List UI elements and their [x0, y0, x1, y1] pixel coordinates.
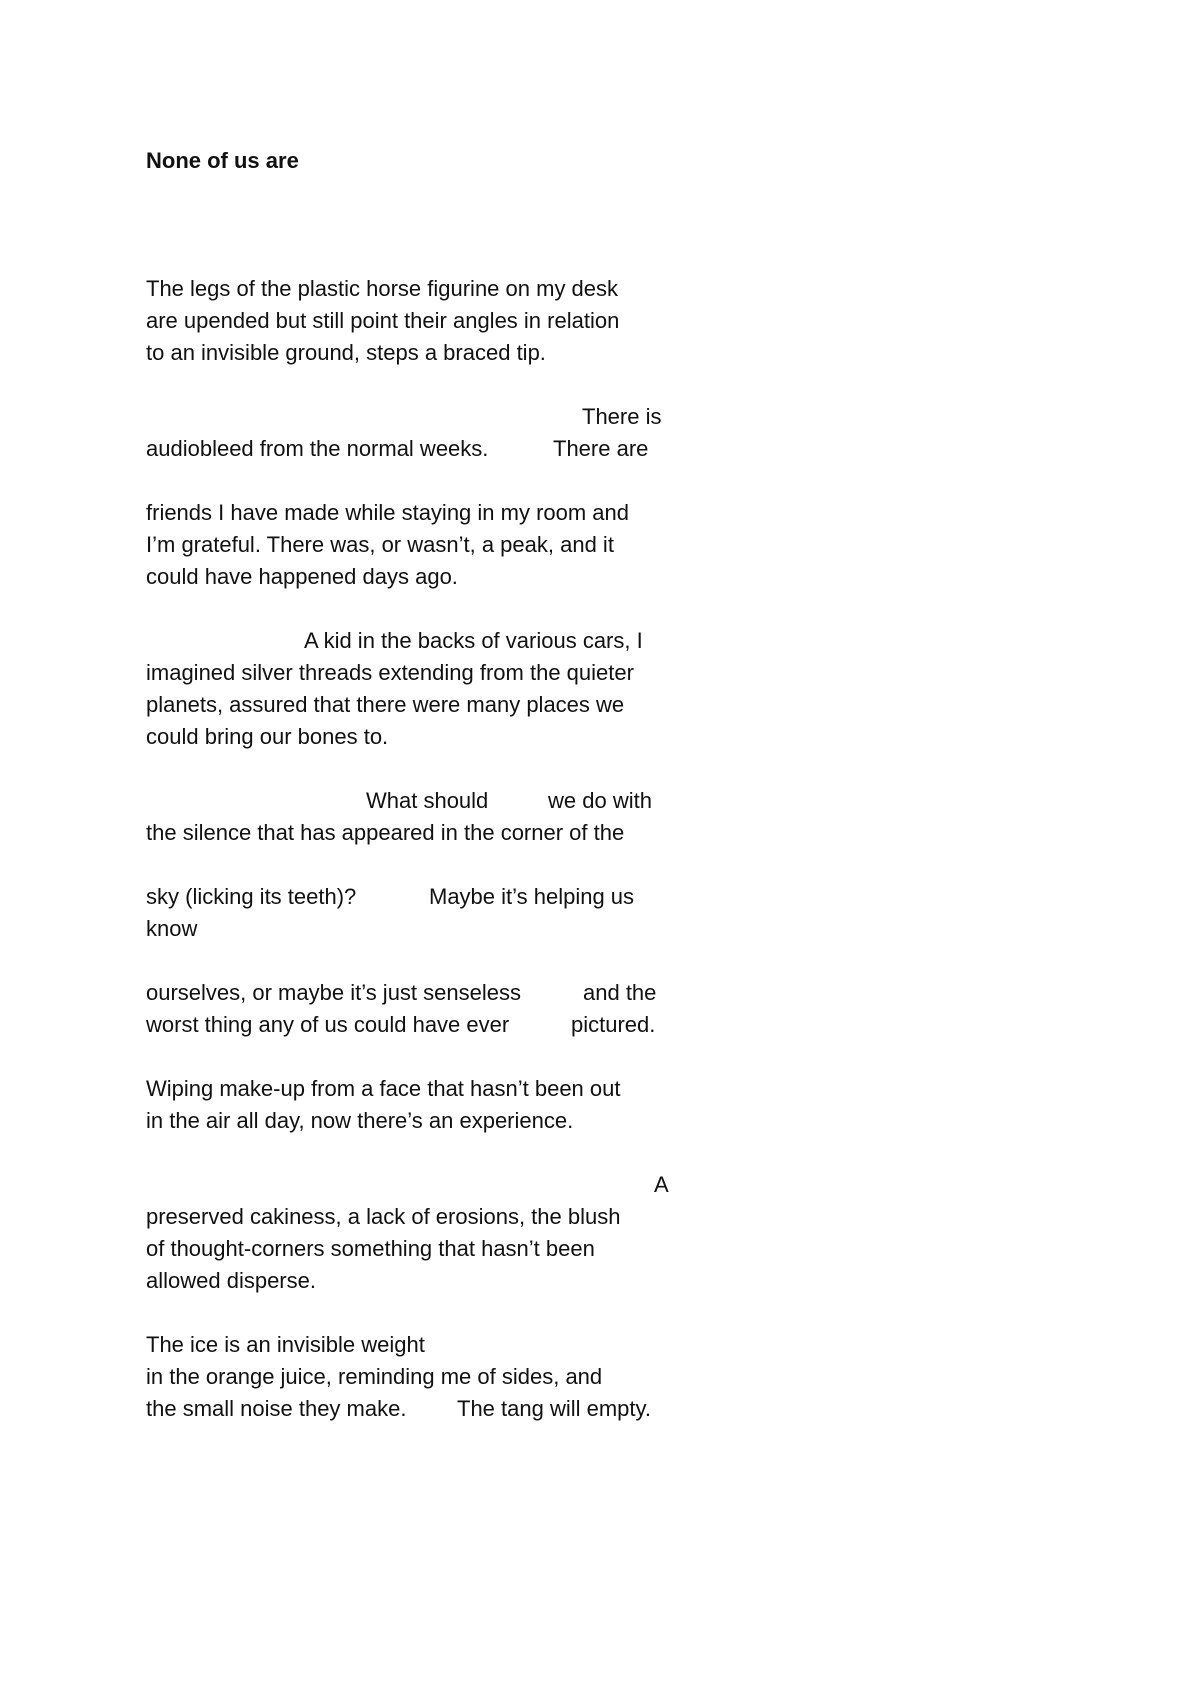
poem-line: sky (licking its teeth)? [146, 884, 357, 909]
poem-line: pictured. [571, 1012, 656, 1037]
poem-line: A kid in the backs of various cars, I [304, 628, 643, 653]
poem-line: the silence that has appeared in the corner of the [146, 820, 625, 845]
poem-line: planets, assured that there were many places we [146, 692, 625, 717]
poem-line: worst thing any of us could have ever [146, 1012, 510, 1037]
poem-line: the small noise they make. [146, 1396, 407, 1421]
poem-line: of thought-corners something that hasn’t been [146, 1236, 595, 1261]
poem-line: to an invisible ground, steps a braced tip. [146, 340, 546, 365]
poem-line: There is [582, 404, 662, 429]
poem-line: Wiping make-up from a face that hasn’t been out [146, 1076, 621, 1101]
poem-line: could have happened days ago. [146, 564, 458, 589]
poem-line: The legs of the plastic horse figurine on my desk [146, 276, 619, 301]
poem-line: could bring our bones to. [146, 724, 389, 749]
poem-line: we do with [548, 788, 652, 813]
poem-line: imagined silver threads extending from the quieter [146, 660, 634, 685]
poem-line: in the orange juice, reminding me of sides, and [146, 1364, 603, 1389]
poem-line: know [146, 916, 198, 941]
poem-line: I’m grateful. There was, or wasn’t, a peak, and it [146, 532, 614, 557]
poem-line: are upended but still point their angles in relation [146, 308, 620, 333]
poem-line: The tang will empty. [457, 1396, 652, 1421]
poem-line: and the [583, 980, 657, 1005]
poem-line: friends I have made while staying in my room and [146, 500, 630, 525]
poem-line: allowed disperse. [146, 1268, 316, 1293]
poem-line: preserved cakiness, a lack of erosions, the blush [146, 1204, 621, 1229]
poem-line: A [654, 1172, 669, 1197]
poem-line: ourselves, or maybe it’s just senseless [146, 980, 521, 1005]
poem-line: Maybe it’s helping us [429, 884, 635, 909]
poem-line: in the air all day, now there’s an experience. [146, 1108, 574, 1133]
poem-title: None of us are [146, 148, 299, 173]
poem-line: The ice is an invisible weight [146, 1332, 425, 1357]
poem-line: What should [366, 788, 489, 813]
poem-line: audiobleed from the normal weeks. [146, 436, 489, 461]
poem-line: There are [553, 436, 649, 461]
